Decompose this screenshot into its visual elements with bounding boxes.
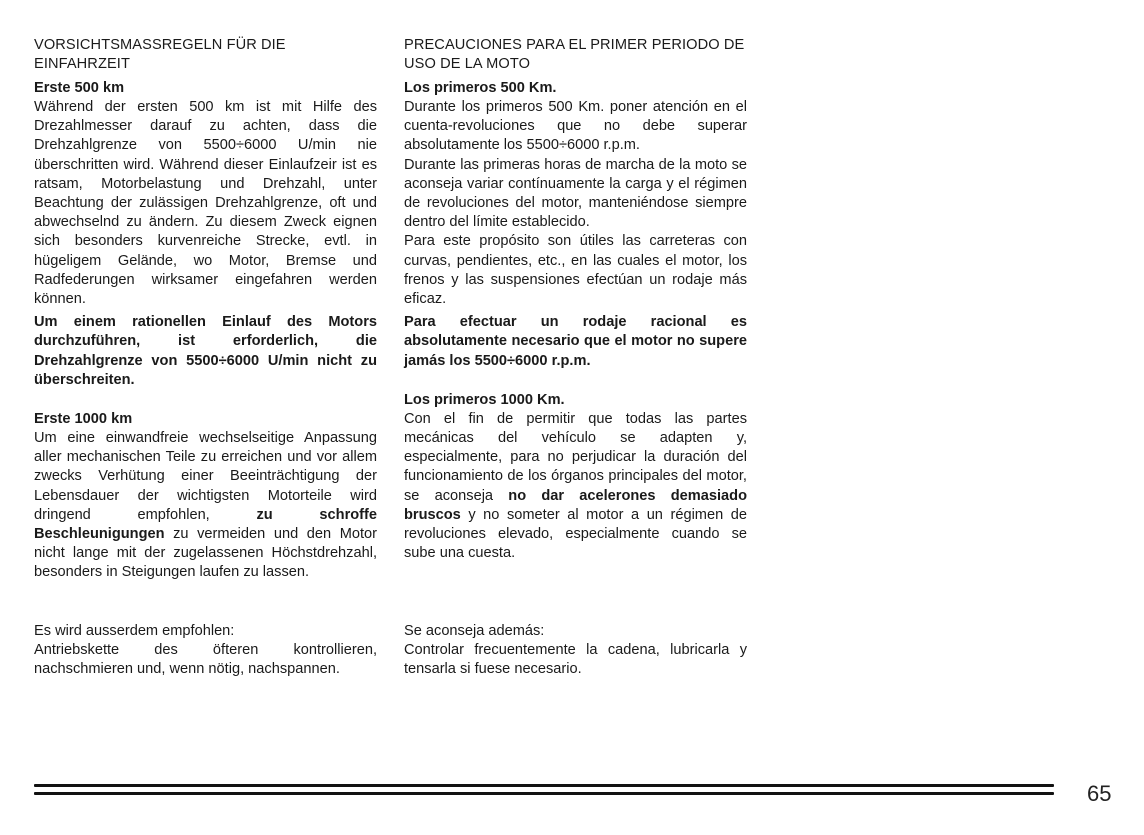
german-bold-paragraph-500km: Um einem rationellen Einlauf des Motors durchzuführen, ist erforderlich, die Drehzahlgrenze von 5500÷6000 U/min nicht zu überschreiten. <box>34 314 377 388</box>
spanish-paragraph-500km-c: Para este propósito son útiles las carreteras con curvas, pendientes, etc., en las cuales el motor, los frenos y las suspensiones efectúan un rodaje más eficaz. <box>404 233 747 308</box>
german-bold-phrase: zu schroffe Beschleunigungen <box>34 506 378 543</box>
german-heading-500km: Erste 500 km <box>34 80 125 96</box>
spanish-bold-phrase: no dar acelerones demasiado bruscos <box>404 487 747 523</box>
spanish-advice-intro: Se aconseja además: <box>404 623 545 639</box>
german-additional-advice <box>34 622 377 680</box>
footer-rule <box>34 784 1054 795</box>
german-advice-intro: Es wird ausserdem empfohlen: <box>34 623 235 639</box>
page-number: 65 <box>1087 781 1112 806</box>
spanish-title: PRECAUCIONES PARA EL PRIMER PERIODO DE USO DE LA MOTO <box>404 37 745 72</box>
spanish-column <box>404 36 747 563</box>
spanish-text-1000km-a: Con el fin de permitir que todas las partes mecánicas del vehículo se adapten y, especialmente, para no perjudicar la duración del funcionamiento de los órganos principales del motor, se aconseja <box>404 410 747 504</box>
german-title: VORSICHTSMASSREGELN FÜR DIE EINFAHRZEIT <box>34 37 286 72</box>
spanish-paragraph-500km-b: Durante las primeras horas de marcha de la moto se aconseja variar contínuamente la carga y el régimen de revoluciones del motor, manteniéndose siempre dentro del límite establecido. <box>404 156 747 231</box>
german-text-1000km-a: Um eine einwandfreie wechselseitige Anpassung aller mechanischen Teile zu erreichen und vor allem zwecks Verhütung einer Beeinträchtigung der Lebensdauer der wichtigsten Motorteile wird dringend empfohlen, <box>34 430 377 523</box>
spanish-bold-paragraph-500km: Para efectuar un rodaje racional es absolutamente necesario que el motor no supere jamás los 5500÷6000 r.p.m. <box>404 314 747 369</box>
german-heading-1000km: Erste 1000 km <box>34 411 133 428</box>
spanish-paragraph-500km-a: Durante los primeros 500 Km. poner atención en el cuenta-revoluciones que no debe superar absolutamente los 5500÷6000 r.p.m. <box>404 99 747 154</box>
spanish-advice-text: Controlar frecuentemente la cadena, lubricarla y tensarla si fuese necesario. <box>404 642 747 678</box>
footer-rule-line <box>34 792 1054 795</box>
german-advice-text: Antriebskette des öfteren kontrollieren, nachschmieren und, wenn nötig, nachspannen. <box>34 642 377 678</box>
spanish-additional-advice <box>404 622 747 680</box>
german-paragraph-500km: Während der ersten 500 km ist mit Hilfe des Drezahlmesser darauf zu achten, dass die Drehzahlgrenze von 5500÷6000 U/min nie überschritten wird. Während dieser Einlaufzeir ist es ratsam, Motorbelastung und Drehzahl, unter Beachtung der zulässigen Drehzahlgrenze, oft und abwechselnd zu ändern. Zu diesem Zweck eignen sich besonders kurvenreiche Strecke, evtl. in hügeligem Gelände, wo Motor, Bremse und Radfederungen wirksamer eingefahren werden können. <box>34 99 377 308</box>
spanish-heading-500km: Los primeros 500 Km. <box>404 80 557 96</box>
spanish-paragraph-1000km <box>404 410 747 564</box>
german-paragraph-1000km <box>34 429 377 583</box>
german-text-1000km-b: zu vermeiden und den Motor nicht lange mit der zugelassenen Höchstdrehzahl, besonders in Steigungen laufen zu lassen. <box>34 526 377 581</box>
german-column <box>34 36 377 583</box>
spanish-text-1000km-b: y no someter al motor a un régimen de revoluciones elevado, especialmente cuando se sube una cuesta. <box>404 506 747 562</box>
spanish-heading-1000km: Los primeros 1000 Km. <box>404 391 565 408</box>
footer-rule-line <box>34 784 1054 787</box>
